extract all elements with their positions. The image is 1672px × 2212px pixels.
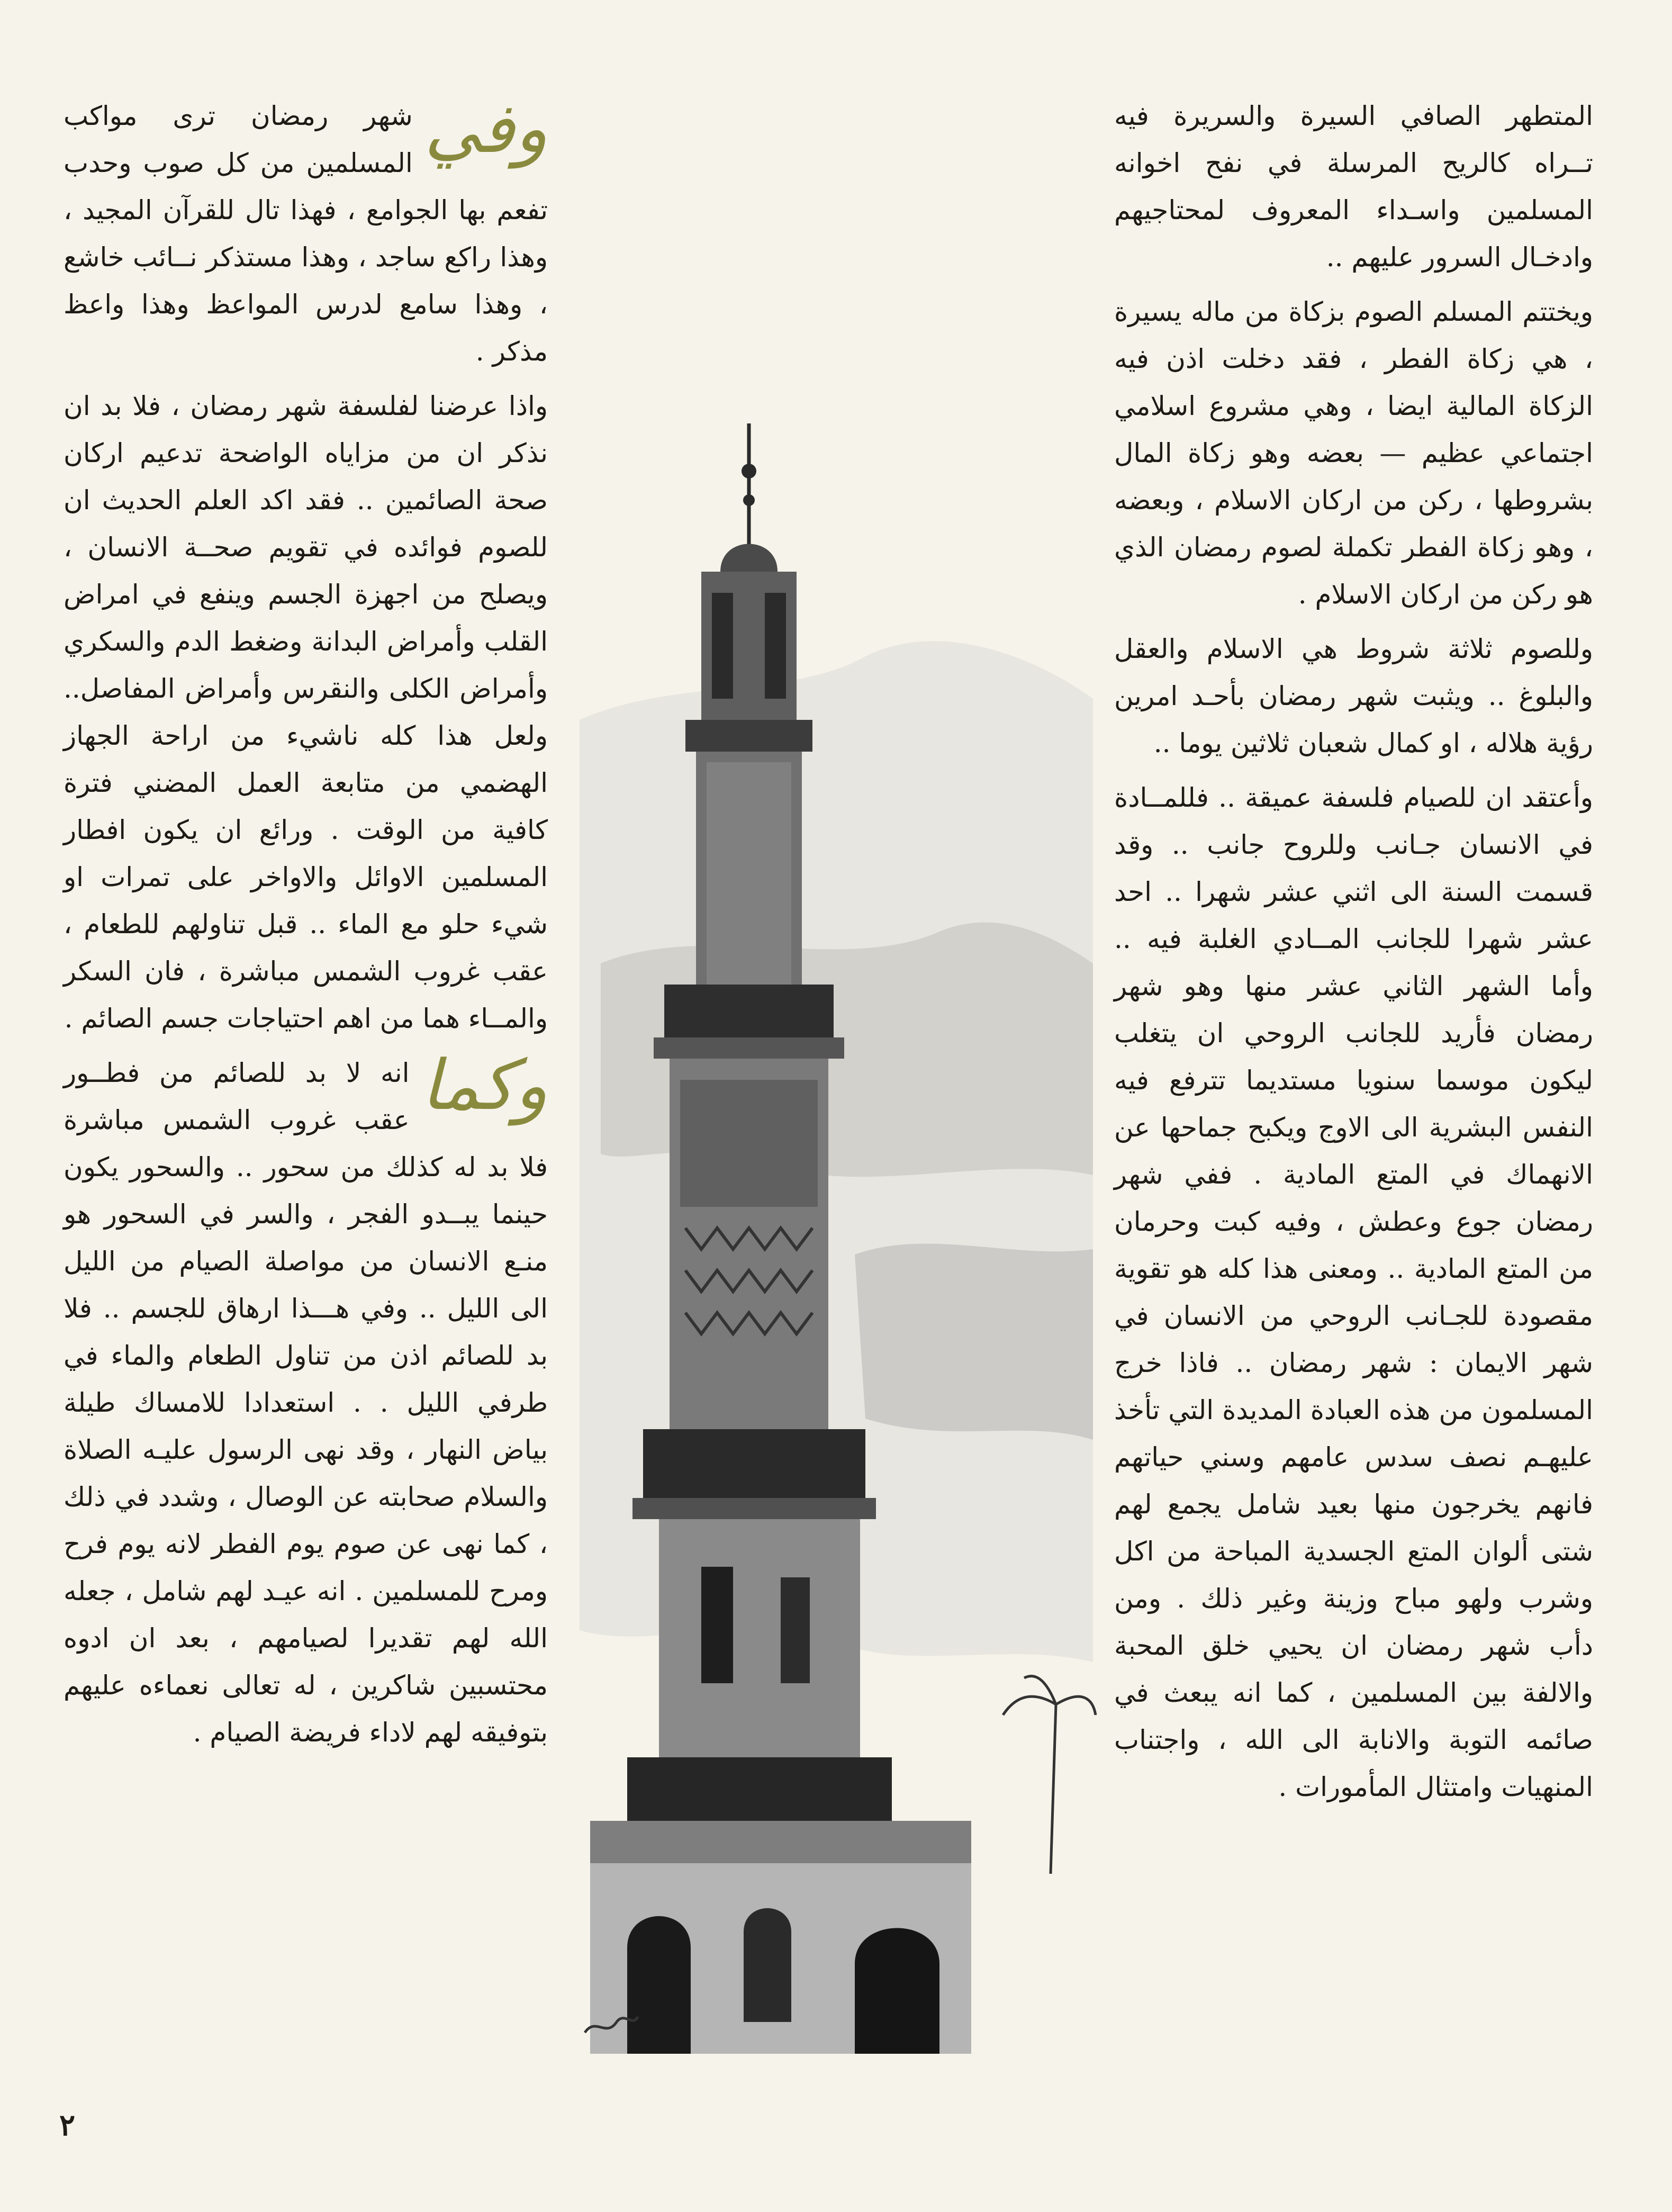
minaret-illustration	[569, 381, 1098, 2066]
paragraph: ويختتم المسلم الصوم بزكاة من ماله يسيرة ، هي زكاة الفطر ، فقد دخلت اذن فيه الزكاة المالية ايضا ، وهي مشروع اسلامي اجتماعي عظيم — بعضه وهو زكاة المال بشروطها ، ركن من اركان الاسلام ، وبعضه ، وهو زكاة الفطر تكملة لصوم رمضان الذي هو ركن من اركان الاسلام .	[1114, 296, 1593, 610]
dropcap: وكما	[421, 1045, 548, 1125]
article-column-right	[1114, 93, 1593, 1811]
paragraph: واذا عرضنا لفلسفة شهر رمضان ، فلا بد ان نذكر ان من مزاياه الواضحة تدعيم اركان صحة الصائمين .. فقد اكد العلم الحديث ان للصوم فوائده في تقويم صحــة الانسان ، ويصلح من اجهزة الجسم وينفع في امراض القلب وأمراض البدانة وضغط الدم والسكري وأمراض الكلى والنقرس وأمراض المفاصل.. ولعل هذا كله ناشيء من اراحة الجهاز الهضمي من متابعة العمل المضني فترة كافية من الوقت . ورائع ان يكون افطار المسلمين الاوائل والاواخر على تمرات او شيء حلو مع الماء .. قبل تناولهم للطعام ، عقب غروب الشمس مباشرة ، فان السكر والمــاء هما من اهم احتياجات جسم الصائم .	[64, 391, 548, 1034]
paragraph: وأعتقد ان للصيام فلسفة عميقة .. فللمــادة في الانسان جـانب وللروح جانب .. وقد قسمت السنة الى اثني عشر شهرا .. احد عشر شهرا للجانب المــادي الغلبة فيه .. وأما الشهر الثاني عشر منها وهو شهر رمضان فأريد للجانب الروحي ان يتغلب ليكون موسما سنويا مستديما تترفع فيه النفس البشرية الى الاوج ويكبح جماحها عن الانهماك في المتع المادية . ففي شهر رمضان جوع وعطش ، وفيه كبت وحرمان من المتع المادية .. ومعنى هذا كله هو تقوية مقصودة للجـانب الروحي من الانسان في شهر الايمان : شهر رمضان .. فاذا خرج المسلمون من هذه العبادة المديدة التي تأخذ عليهـم نصف سدس عامهم وسني حياتهم فانهم يخرجون منها بعيد شامل يجمع لهم شتى ألوان المتع الجسدية المباحة من اكل وشرب ولهو مباح وزينة وغير ذلك . ومن دأب شهر رمضان ان يحيي خلق المحبة والالفة بين المسلمين ، كما انه يبعث في صائمه التوبة والانابة الى الله ، واجتناب المنهيات وامتثال المأمورات .	[1114, 782, 1593, 1802]
dropcap: وفي	[424, 88, 548, 168]
article-column-left	[64, 88, 548, 1756]
minaret-sketch-icon	[569, 381, 1098, 2064]
paragraph-text: انه لا بد للصائم من فطــور عقب غروب الشمس مباشرة فلا بد له كذلك من سحور .. والسحور يكون حينما يبــدو الفجر ، والسر في السحور هو منـع الانسان من مواصلة الصيام من الليل الى الليل .. وفي هـــذا ارهاق للجسم .. فلا بد للصائم اذن من تناول الطعام والماء في طرفي الليل . . استعدادا للامساك طيلة بياض النهار ، وقد نهى الرسول عليـه الصلاة والسلام صحابته عن الوصال ، وشدد في ذلك ، كما نهى عن صوم يوم الفطر لانه يوم فرح ومرح للمسلمين . انه عيـد لهم شامل ، جعله الله لهم تقديرا لصيامهم ، بعد ان ادوه محتسبين شاكرين ، له تعالى نعماءه عليهم بتوفيقه لهم لاداء فريضة الصيام .	[64, 1058, 548, 1748]
paragraph: المتطهر الصافي السيرة والسريرة فيه تــراه كالريح المرسلة في نفح اخوانه المسلمين واسـداء المعروف لمحتاجيهم وادخـال السرور عليهم ..	[1114, 101, 1593, 273]
paragraph-text: شهر رمضان ترى مواكب المسلمين من كل صوب وحدب تفعم بها الجوامع ، فهذا تال للقرآن المجيد ، وهذا راكع ساجد ، وهذا مستذكر نــائب خاشع ، وهذا سامع لدرس المواعظ وهذا واعظ مذكر .	[64, 101, 548, 367]
paragraph	[64, 1045, 548, 1756]
paragraph: وللصوم ثلاثة شروط هي الاسلام والعقل والبلوغ .. ويثبت شهر رمضان بأحـد امرين رؤية هلاله ، او كمال شعبان ثلاثين يوما ..	[1114, 634, 1593, 759]
page-number: ٢	[59, 2108, 76, 2143]
paragraph	[64, 88, 548, 375]
